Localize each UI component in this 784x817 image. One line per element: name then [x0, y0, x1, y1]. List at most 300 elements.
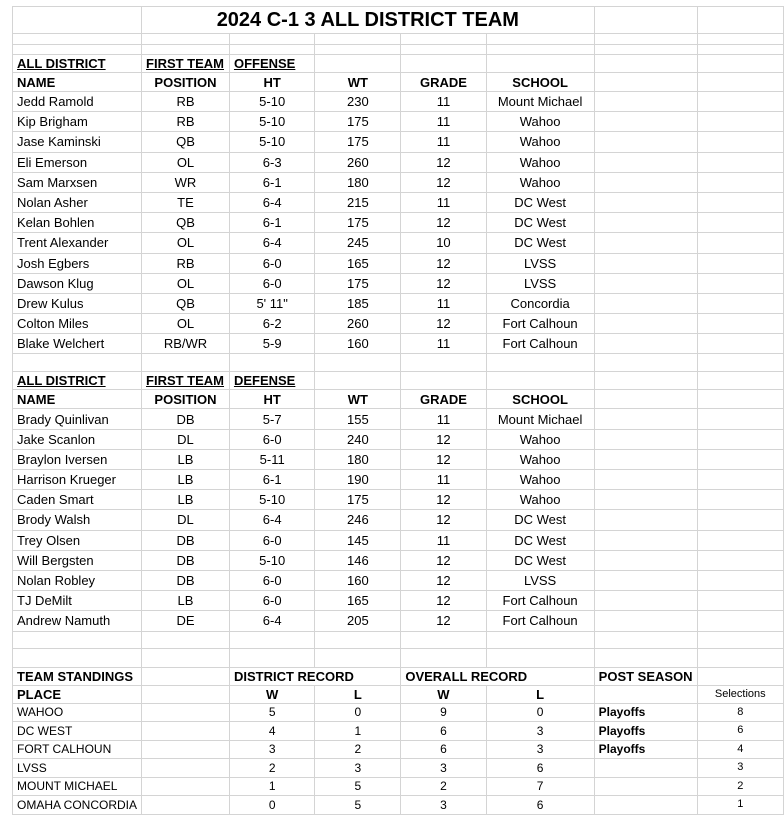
- empty-cell[interactable]: [594, 354, 697, 372]
- empty-cell[interactable]: [697, 611, 783, 631]
- empty-cell[interactable]: [594, 293, 697, 313]
- empty-cell[interactable]: [13, 45, 142, 55]
- player-weight[interactable]: 155: [315, 409, 401, 429]
- player-position[interactable]: OL: [142, 314, 230, 334]
- player-height[interactable]: 6-0: [229, 273, 314, 293]
- place-label[interactable]: PLACE: [13, 685, 142, 703]
- overall-wins[interactable]: 3: [401, 759, 486, 778]
- offense-label-unit[interactable]: OFFENSE: [229, 55, 314, 73]
- offense-header-grade[interactable]: GRADE: [401, 73, 486, 92]
- player-grade[interactable]: 11: [401, 409, 486, 429]
- player-grade[interactable]: 11: [401, 334, 486, 354]
- player-position[interactable]: QB: [142, 213, 230, 233]
- defense-header-grade[interactable]: GRADE: [401, 390, 486, 409]
- player-weight[interactable]: 175: [315, 273, 401, 293]
- empty-cell[interactable]: [697, 631, 783, 648]
- player-school[interactable]: LVSS: [486, 253, 594, 273]
- offense-header-ht[interactable]: HT: [229, 73, 314, 92]
- player-school[interactable]: Wahoo: [486, 152, 594, 172]
- post-season-status[interactable]: [594, 777, 697, 796]
- player-weight[interactable]: 175: [315, 132, 401, 152]
- team-name[interactable]: FORT CALHOUN: [13, 740, 142, 759]
- empty-cell[interactable]: [315, 631, 401, 648]
- player-weight[interactable]: 260: [315, 152, 401, 172]
- empty-cell[interactable]: [13, 7, 142, 34]
- offense-label-first-team[interactable]: FIRST TEAM: [142, 55, 230, 73]
- empty-cell[interactable]: [697, 372, 783, 390]
- overall-losses[interactable]: 3: [486, 722, 594, 741]
- district-wins[interactable]: 3: [229, 740, 314, 759]
- team-name[interactable]: OMAHA CONCORDIA: [13, 796, 142, 815]
- empty-cell[interactable]: [401, 354, 486, 372]
- post-season-status[interactable]: Playoffs: [594, 740, 697, 759]
- overall-wins[interactable]: 2: [401, 777, 486, 796]
- player-name[interactable]: Jase Kaminski: [13, 132, 142, 152]
- player-height[interactable]: 5-10: [229, 112, 314, 132]
- empty-cell[interactable]: [697, 470, 783, 490]
- empty-cell[interactable]: [13, 631, 142, 648]
- empty-cell[interactable]: [594, 648, 697, 667]
- empty-cell[interactable]: [486, 45, 594, 55]
- empty-cell[interactable]: [229, 631, 314, 648]
- empty-cell[interactable]: [315, 648, 401, 667]
- player-weight[interactable]: 260: [315, 314, 401, 334]
- player-height[interactable]: 6-0: [229, 253, 314, 273]
- empty-cell[interactable]: [594, 7, 697, 34]
- player-position[interactable]: RB: [142, 92, 230, 112]
- player-height[interactable]: 6-1: [229, 470, 314, 490]
- empty-cell[interactable]: [486, 631, 594, 648]
- player-school[interactable]: Fort Calhoun: [486, 334, 594, 354]
- player-weight[interactable]: 146: [315, 550, 401, 570]
- player-name[interactable]: Brody Walsh: [13, 510, 142, 530]
- team-name[interactable]: WAHOO: [13, 703, 142, 722]
- player-height[interactable]: 5-10: [229, 92, 314, 112]
- defense-header-name[interactable]: NAME: [13, 390, 142, 409]
- player-school[interactable]: Mount Michael: [486, 92, 594, 112]
- empty-cell[interactable]: [594, 570, 697, 590]
- offense-header-position[interactable]: POSITION: [142, 73, 230, 92]
- player-school[interactable]: Wahoo: [486, 172, 594, 192]
- player-school[interactable]: Wahoo: [486, 490, 594, 510]
- player-school[interactable]: Wahoo: [486, 470, 594, 490]
- defense-label-unit[interactable]: DEFENSE: [229, 372, 314, 390]
- district-wins[interactable]: 4: [229, 722, 314, 741]
- player-height[interactable]: 5-7: [229, 409, 314, 429]
- empty-cell[interactable]: [594, 631, 697, 648]
- player-school[interactable]: DC West: [486, 213, 594, 233]
- empty-cell[interactable]: [697, 92, 783, 112]
- empty-cell[interactable]: [142, 777, 230, 796]
- player-position[interactable]: LB: [142, 470, 230, 490]
- empty-cell[interactable]: [594, 132, 697, 152]
- player-weight[interactable]: 215: [315, 192, 401, 212]
- empty-cell[interactable]: [142, 703, 230, 722]
- player-name[interactable]: Braylon Iversen: [13, 449, 142, 469]
- player-grade[interactable]: 12: [401, 213, 486, 233]
- player-name[interactable]: Brady Quinlivan: [13, 409, 142, 429]
- player-weight[interactable]: 175: [315, 490, 401, 510]
- player-height[interactable]: 6-0: [229, 570, 314, 590]
- player-position[interactable]: DB: [142, 409, 230, 429]
- empty-cell[interactable]: [315, 55, 401, 73]
- player-grade[interactable]: 12: [401, 449, 486, 469]
- defense-header-ht[interactable]: HT: [229, 390, 314, 409]
- empty-cell[interactable]: [401, 55, 486, 73]
- player-position[interactable]: RB/WR: [142, 334, 230, 354]
- player-grade[interactable]: 12: [401, 510, 486, 530]
- empty-cell[interactable]: [594, 314, 697, 334]
- empty-cell[interactable]: [315, 45, 401, 55]
- player-height[interactable]: 6-0: [229, 530, 314, 550]
- selections-count[interactable]: 2: [697, 777, 783, 796]
- empty-cell[interactable]: [594, 490, 697, 510]
- empty-cell[interactable]: [594, 45, 697, 55]
- player-grade[interactable]: 12: [401, 429, 486, 449]
- district-wins[interactable]: 0: [229, 796, 314, 815]
- empty-cell[interactable]: [697, 429, 783, 449]
- player-name[interactable]: Jake Scanlon: [13, 429, 142, 449]
- player-height[interactable]: 6-4: [229, 611, 314, 631]
- player-name[interactable]: Drew Kulus: [13, 293, 142, 313]
- empty-cell[interactable]: [697, 192, 783, 212]
- post-season-status[interactable]: [594, 759, 697, 778]
- empty-cell[interactable]: [594, 429, 697, 449]
- defense-label-all-district[interactable]: ALL DISTRICT: [13, 372, 142, 390]
- empty-cell[interactable]: [401, 631, 486, 648]
- empty-cell[interactable]: [697, 112, 783, 132]
- player-grade[interactable]: 12: [401, 550, 486, 570]
- player-position[interactable]: TE: [142, 192, 230, 212]
- empty-cell[interactable]: [594, 172, 697, 192]
- standings-label[interactable]: TEAM STANDINGS: [13, 667, 142, 685]
- empty-cell[interactable]: [697, 273, 783, 293]
- empty-cell[interactable]: [697, 132, 783, 152]
- player-position[interactable]: LB: [142, 490, 230, 510]
- empty-cell[interactable]: [594, 192, 697, 212]
- player-height[interactable]: 6-4: [229, 233, 314, 253]
- defense-header-wt[interactable]: WT: [315, 390, 401, 409]
- empty-cell[interactable]: [594, 152, 697, 172]
- empty-cell[interactable]: [142, 667, 230, 685]
- selections-count[interactable]: 3: [697, 759, 783, 778]
- empty-cell[interactable]: [142, 685, 230, 703]
- empty-cell[interactable]: [142, 648, 230, 667]
- empty-cell[interactable]: [594, 591, 697, 611]
- selections-count[interactable]: 8: [697, 703, 783, 722]
- empty-cell[interactable]: [315, 354, 401, 372]
- district-losses[interactable]: 1: [315, 722, 401, 741]
- offense-label-all-district[interactable]: ALL DISTRICT: [13, 55, 142, 73]
- player-weight[interactable]: 246: [315, 510, 401, 530]
- district-losses[interactable]: 3: [315, 759, 401, 778]
- player-grade[interactable]: 12: [401, 253, 486, 273]
- player-position[interactable]: OL: [142, 233, 230, 253]
- empty-cell[interactable]: [697, 354, 783, 372]
- empty-cell[interactable]: [486, 354, 594, 372]
- player-school[interactable]: Wahoo: [486, 112, 594, 132]
- empty-cell[interactable]: [697, 253, 783, 273]
- empty-cell[interactable]: [594, 372, 697, 390]
- player-grade[interactable]: 11: [401, 530, 486, 550]
- player-weight[interactable]: 160: [315, 334, 401, 354]
- empty-cell[interactable]: [486, 34, 594, 45]
- player-school[interactable]: DC West: [486, 233, 594, 253]
- overall-wins[interactable]: 9: [401, 703, 486, 722]
- player-weight[interactable]: 205: [315, 611, 401, 631]
- empty-cell[interactable]: [697, 390, 783, 409]
- empty-cell[interactable]: [697, 152, 783, 172]
- empty-cell[interactable]: [697, 55, 783, 73]
- sheet-title[interactable]: 2024 C-1 3 ALL DISTRICT TEAM: [142, 7, 595, 34]
- player-position[interactable]: DB: [142, 570, 230, 590]
- overall-losses[interactable]: 7: [486, 777, 594, 796]
- empty-cell[interactable]: [594, 409, 697, 429]
- empty-cell[interactable]: [594, 530, 697, 550]
- player-grade[interactable]: 11: [401, 92, 486, 112]
- overall-wins[interactable]: 6: [401, 740, 486, 759]
- player-grade[interactable]: 11: [401, 112, 486, 132]
- empty-cell[interactable]: [697, 334, 783, 354]
- empty-cell[interactable]: [697, 7, 783, 34]
- empty-cell[interactable]: [697, 530, 783, 550]
- player-weight[interactable]: 230: [315, 92, 401, 112]
- player-name[interactable]: Eli Emerson: [13, 152, 142, 172]
- player-school[interactable]: Fort Calhoun: [486, 314, 594, 334]
- player-grade[interactable]: 12: [401, 490, 486, 510]
- offense-header-name[interactable]: NAME: [13, 73, 142, 92]
- player-name[interactable]: Kelan Bohlen: [13, 213, 142, 233]
- empty-cell[interactable]: [142, 45, 230, 55]
- player-grade[interactable]: 11: [401, 470, 486, 490]
- player-name[interactable]: Nolan Asher: [13, 192, 142, 212]
- player-grade[interactable]: 11: [401, 192, 486, 212]
- empty-cell[interactable]: [594, 470, 697, 490]
- player-name[interactable]: Blake Welchert: [13, 334, 142, 354]
- player-height[interactable]: 6-2: [229, 314, 314, 334]
- post-season-label[interactable]: POST SEASON: [594, 667, 697, 685]
- district-losses[interactable]: 0: [315, 703, 401, 722]
- selections-count[interactable]: 1: [697, 796, 783, 815]
- player-height[interactable]: 6-3: [229, 152, 314, 172]
- player-weight[interactable]: 180: [315, 449, 401, 469]
- player-name[interactable]: Dawson Klug: [13, 273, 142, 293]
- player-position[interactable]: WR: [142, 172, 230, 192]
- player-weight[interactable]: 185: [315, 293, 401, 313]
- player-weight[interactable]: 190: [315, 470, 401, 490]
- empty-cell[interactable]: [229, 34, 314, 45]
- team-name[interactable]: MOUNT MICHAEL: [13, 777, 142, 796]
- player-school[interactable]: LVSS: [486, 570, 594, 590]
- player-height[interactable]: 6-1: [229, 172, 314, 192]
- empty-cell[interactable]: [697, 449, 783, 469]
- player-weight[interactable]: 240: [315, 429, 401, 449]
- player-position[interactable]: LB: [142, 449, 230, 469]
- player-grade[interactable]: 12: [401, 570, 486, 590]
- empty-cell[interactable]: [697, 570, 783, 590]
- empty-cell[interactable]: [594, 213, 697, 233]
- player-grade[interactable]: 11: [401, 293, 486, 313]
- player-height[interactable]: 5-10: [229, 490, 314, 510]
- district-w-label[interactable]: W: [229, 685, 314, 703]
- empty-cell[interactable]: [229, 354, 314, 372]
- empty-cell[interactable]: [697, 648, 783, 667]
- player-weight[interactable]: 165: [315, 253, 401, 273]
- player-grade[interactable]: 12: [401, 611, 486, 631]
- empty-cell[interactable]: [142, 631, 230, 648]
- empty-cell[interactable]: [315, 372, 401, 390]
- player-name[interactable]: Sam Marxsen: [13, 172, 142, 192]
- player-name[interactable]: Nolan Robley: [13, 570, 142, 590]
- player-school[interactable]: DC West: [486, 530, 594, 550]
- defense-header-position[interactable]: POSITION: [142, 390, 230, 409]
- empty-cell[interactable]: [594, 253, 697, 273]
- offense-header-wt[interactable]: WT: [315, 73, 401, 92]
- empty-cell[interactable]: [697, 172, 783, 192]
- player-grade[interactable]: 12: [401, 314, 486, 334]
- player-position[interactable]: LB: [142, 591, 230, 611]
- empty-cell[interactable]: [594, 92, 697, 112]
- player-grade[interactable]: 12: [401, 152, 486, 172]
- player-grade[interactable]: 12: [401, 273, 486, 293]
- player-name[interactable]: Andrew Namuth: [13, 611, 142, 631]
- player-name[interactable]: Trey Olsen: [13, 530, 142, 550]
- empty-cell[interactable]: [486, 372, 594, 390]
- player-school[interactable]: Wahoo: [486, 429, 594, 449]
- overall-losses[interactable]: 6: [486, 796, 594, 815]
- overall-record-label[interactable]: OVERALL RECORD: [401, 667, 594, 685]
- empty-cell[interactable]: [229, 45, 314, 55]
- district-wins[interactable]: 5: [229, 703, 314, 722]
- player-school[interactable]: Fort Calhoun: [486, 611, 594, 631]
- player-height[interactable]: 5-11: [229, 449, 314, 469]
- overall-w-label[interactable]: W: [401, 685, 486, 703]
- selections-count[interactable]: 6: [697, 722, 783, 741]
- empty-cell[interactable]: [697, 34, 783, 45]
- district-l-label[interactable]: L: [315, 685, 401, 703]
- empty-cell[interactable]: [594, 73, 697, 92]
- player-position[interactable]: DL: [142, 510, 230, 530]
- empty-cell[interactable]: [697, 314, 783, 334]
- empty-cell[interactable]: [401, 45, 486, 55]
- team-name[interactable]: LVSS: [13, 759, 142, 778]
- player-position[interactable]: DL: [142, 429, 230, 449]
- empty-cell[interactable]: [486, 55, 594, 73]
- empty-cell[interactable]: [594, 550, 697, 570]
- player-position[interactable]: DB: [142, 550, 230, 570]
- empty-cell[interactable]: [229, 648, 314, 667]
- player-school[interactable]: DC West: [486, 510, 594, 530]
- empty-cell[interactable]: [594, 233, 697, 253]
- empty-cell[interactable]: [594, 510, 697, 530]
- empty-cell[interactable]: [142, 740, 230, 759]
- empty-cell[interactable]: [486, 648, 594, 667]
- player-weight[interactable]: 165: [315, 591, 401, 611]
- player-name[interactable]: Kip Brigham: [13, 112, 142, 132]
- district-losses[interactable]: 5: [315, 796, 401, 815]
- player-position[interactable]: DB: [142, 530, 230, 550]
- empty-cell[interactable]: [594, 449, 697, 469]
- player-school[interactable]: Fort Calhoun: [486, 591, 594, 611]
- empty-cell[interactable]: [697, 45, 783, 55]
- empty-cell[interactable]: [594, 34, 697, 45]
- empty-cell[interactable]: [697, 490, 783, 510]
- district-wins[interactable]: 2: [229, 759, 314, 778]
- player-school[interactable]: LVSS: [486, 273, 594, 293]
- empty-cell[interactable]: [697, 213, 783, 233]
- empty-cell[interactable]: [401, 372, 486, 390]
- empty-cell[interactable]: [13, 354, 142, 372]
- empty-cell[interactable]: [13, 648, 142, 667]
- empty-cell[interactable]: [142, 354, 230, 372]
- overall-wins[interactable]: 6: [401, 722, 486, 741]
- player-grade[interactable]: 12: [401, 172, 486, 192]
- player-position[interactable]: RB: [142, 253, 230, 273]
- empty-cell[interactable]: [697, 233, 783, 253]
- player-weight[interactable]: 175: [315, 213, 401, 233]
- empty-cell[interactable]: [697, 409, 783, 429]
- player-weight[interactable]: 145: [315, 530, 401, 550]
- district-record-label[interactable]: DISTRICT RECORD: [229, 667, 400, 685]
- player-height[interactable]: 6-0: [229, 591, 314, 611]
- district-losses[interactable]: 5: [315, 777, 401, 796]
- player-school[interactable]: Wahoo: [486, 449, 594, 469]
- empty-cell[interactable]: [594, 685, 697, 703]
- player-name[interactable]: Trent Alexander: [13, 233, 142, 253]
- player-name[interactable]: Colton Miles: [13, 314, 142, 334]
- player-height[interactable]: 6-0: [229, 429, 314, 449]
- overall-losses[interactable]: 3: [486, 740, 594, 759]
- player-position[interactable]: RB: [142, 112, 230, 132]
- player-position[interactable]: QB: [142, 293, 230, 313]
- empty-cell[interactable]: [697, 510, 783, 530]
- player-position[interactable]: OL: [142, 152, 230, 172]
- empty-cell[interactable]: [594, 334, 697, 354]
- player-weight[interactable]: 175: [315, 112, 401, 132]
- post-season-status[interactable]: [594, 796, 697, 815]
- overall-wins[interactable]: 3: [401, 796, 486, 815]
- post-season-status[interactable]: Playoffs: [594, 703, 697, 722]
- player-position[interactable]: DE: [142, 611, 230, 631]
- empty-cell[interactable]: [315, 34, 401, 45]
- player-weight[interactable]: 245: [315, 233, 401, 253]
- player-school[interactable]: DC West: [486, 192, 594, 212]
- player-school[interactable]: Concordia: [486, 293, 594, 313]
- empty-cell[interactable]: [594, 55, 697, 73]
- player-grade[interactable]: 10: [401, 233, 486, 253]
- empty-cell[interactable]: [401, 648, 486, 667]
- player-height[interactable]: 6-4: [229, 192, 314, 212]
- empty-cell[interactable]: [594, 390, 697, 409]
- player-school[interactable]: Wahoo: [486, 132, 594, 152]
- player-height[interactable]: 5-10: [229, 132, 314, 152]
- empty-cell[interactable]: [142, 796, 230, 815]
- defense-header-school[interactable]: SCHOOL: [486, 390, 594, 409]
- team-name[interactable]: DC WEST: [13, 722, 142, 741]
- player-grade[interactable]: 12: [401, 591, 486, 611]
- empty-cell[interactable]: [697, 73, 783, 92]
- player-name[interactable]: Jedd Ramold: [13, 92, 142, 112]
- defense-label-first-team[interactable]: FIRST TEAM: [142, 372, 230, 390]
- empty-cell[interactable]: [697, 591, 783, 611]
- empty-cell[interactable]: [697, 293, 783, 313]
- player-height[interactable]: 6-1: [229, 213, 314, 233]
- player-height[interactable]: 5-9: [229, 334, 314, 354]
- district-wins[interactable]: 1: [229, 777, 314, 796]
- player-weight[interactable]: 180: [315, 172, 401, 192]
- player-name[interactable]: Will Bergsten: [13, 550, 142, 570]
- offense-header-school[interactable]: SCHOOL: [486, 73, 594, 92]
